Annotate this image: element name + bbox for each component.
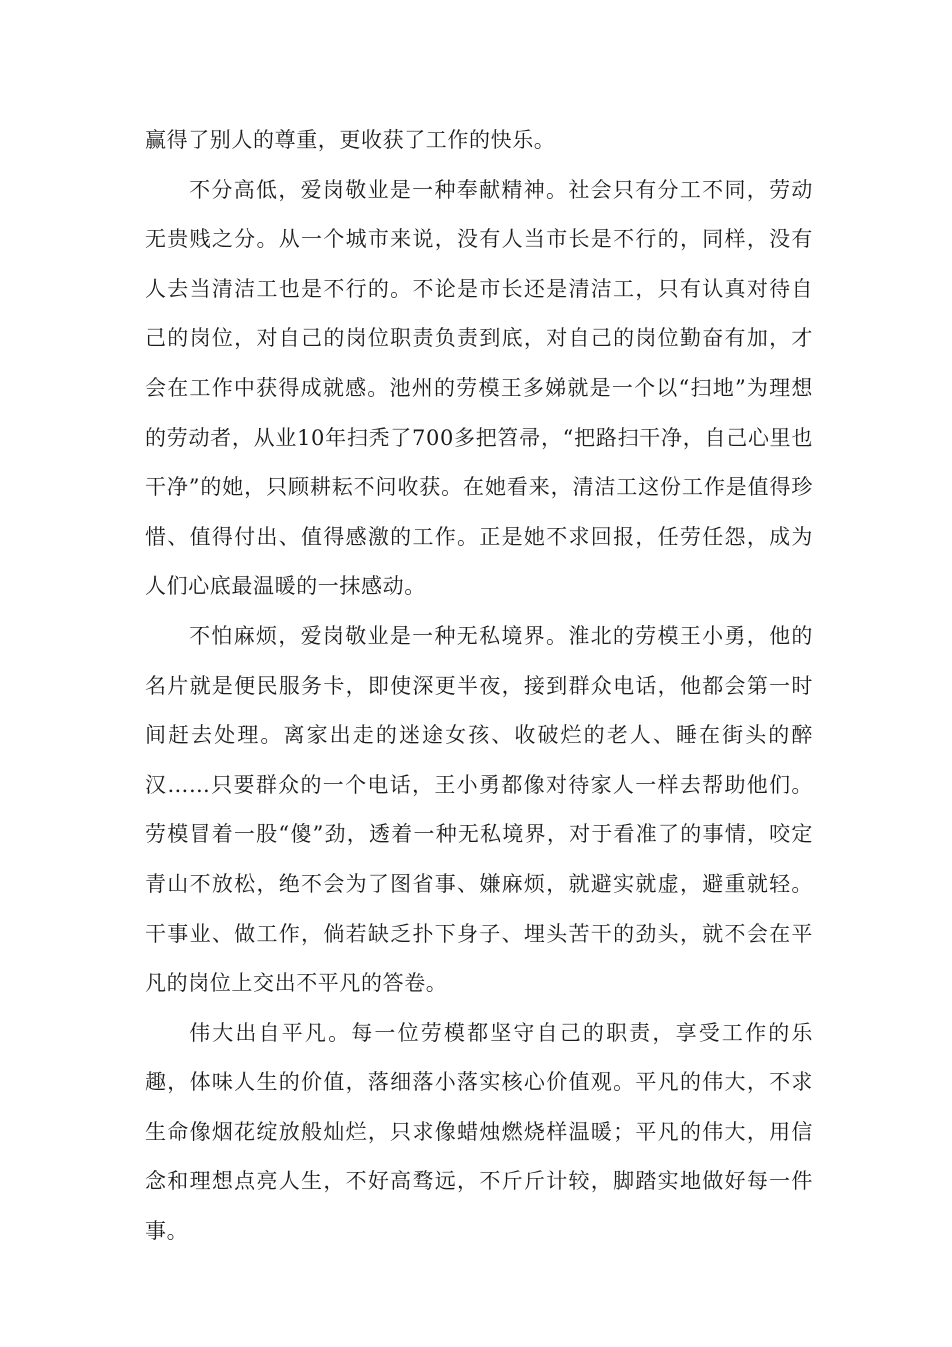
body-text <box>145 116 813 1257</box>
paragraph-selfless: 不怕麻烦，爱岗敬业是一种无私境界。淮北的劳模王小勇，他的名片就是便民服务卡，即使深更半夜，接到群众电话，他都会第一时间赶去处理。离家出走的迷途女孩、收破烂的老人、睡在街头的醉汉……只要群众的一个电话，王小勇都像对待家人一样去帮助他们。劳模冒着一股“傻”劲，透着一种无私境界，对于看准了的事情，咬定青山不放松，绝不会为了图省事、嫌麻烦，就避实就虚，避重就轻。干事业、做工作，倘若缺乏扑下身子、埋头苦干的劲头，就不会在平凡的岗位上交出不平凡的答卷。 <box>145 623 813 996</box>
paragraph-dedication: 不分高低，爱岗敬业是一种奉献精神。社会只有分工不同，劳动无贵贱之分。从一个城市来说，没有人当市长是不行的，同样，没有人去当清洁工也是不行的。不论是市长还是清洁工，只有认真对待自己的岗位，对自己的岗位职责负责到底，对自己的岗位勤奋有加，才会在工作中获得成就感。池州的劳模王多娣就是一个以“扫地”为理想的劳动者，从业10年扫秃了700多把笤帚，“把路扫干净，自己心里也干净”的她，只顾耕耘不问收获。在她看来，清洁工这份工作是值得珍惜、值得付出、值得感激的工作。正是她不求回报，任劳任怨，成为人们心底最温暖的一抹感动。 <box>145 177 813 599</box>
paragraph-continued: 赢得了别人的尊重，更收获了工作的快乐。 <box>145 128 556 152</box>
paragraph-greatness: 伟大出自平凡。每一位劳模都坚守自己的职责，享受工作的乐趣，体味人生的价值，落细落小落实核心价值观。平凡的伟大，不求生命像烟花绽放般灿烂，只求像蜡烛燃烧样温暖；平凡的伟大，用信念和理想点亮人生，不好高骛远，不斤斤计较，脚踏实地做好每一件事。 <box>145 1020 813 1244</box>
